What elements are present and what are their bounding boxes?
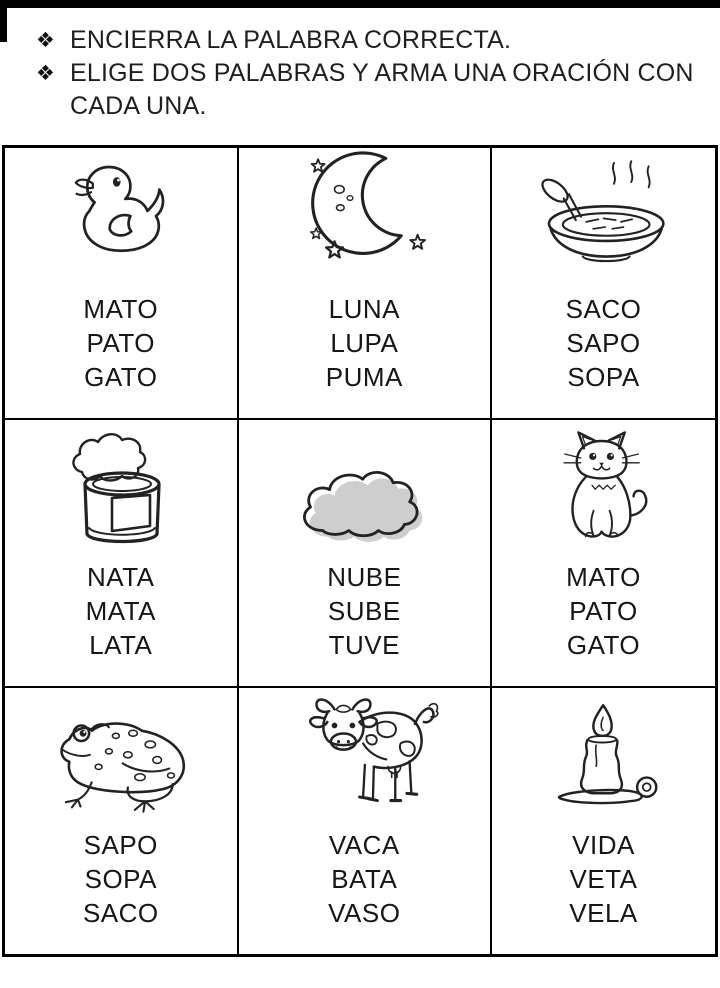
instruction-item: [36, 24, 704, 57]
cell-soup: [492, 148, 715, 420]
soup-bowl-image: [511, 156, 697, 286]
frog-image: [27, 710, 215, 822]
diamond-bullet-icon: ❖: [36, 62, 56, 85]
word-option[interactable]: NUBE: [327, 562, 402, 592]
cell-cow: [239, 688, 492, 954]
word-option[interactable]: VELA: [569, 897, 638, 928]
instructions-block: [36, 24, 704, 123]
word-options: [569, 828, 638, 930]
word-options: [328, 828, 400, 930]
word-option[interactable]: PATO: [569, 596, 638, 626]
word-options: [83, 292, 158, 394]
word-option[interactable]: SACO: [82, 897, 159, 928]
word-option[interactable]: VACA: [328, 829, 400, 860]
word-option[interactable]: NATA: [87, 562, 155, 592]
word-options: [326, 292, 403, 394]
word-options: [86, 560, 156, 662]
word-option[interactable]: PUMA: [325, 362, 403, 393]
instruction-text: ENCIERRA LA PALABRA CORRECTA.: [70, 26, 512, 54]
word-option[interactable]: SACO: [565, 294, 642, 325]
cell-moon: [239, 148, 492, 420]
word-options: [327, 560, 401, 662]
word-options: [566, 560, 641, 662]
word-option[interactable]: SAPO: [83, 829, 158, 860]
cell-can: [5, 420, 239, 688]
cell-cat: [492, 420, 715, 688]
word-option[interactable]: LUPA: [330, 328, 399, 359]
word-option[interactable]: BATA: [331, 863, 398, 894]
cell-candle: [492, 688, 715, 954]
word-option[interactable]: MATA: [85, 596, 156, 626]
diamond-bullet-icon: ❖: [36, 29, 56, 52]
word-choice-grid: [2, 145, 718, 957]
word-option[interactable]: LUNA: [328, 294, 400, 325]
scan-edge-top: [0, 0, 720, 8]
word-option[interactable]: SUBE: [327, 596, 401, 626]
word-option[interactable]: VASO: [328, 897, 401, 928]
candle-image: [529, 700, 679, 822]
word-options: [566, 292, 642, 394]
scan-edge-left: [0, 8, 7, 42]
word-option[interactable]: SOPA: [84, 863, 157, 894]
crescent-moon-image: [289, 148, 439, 286]
cloud-image: [278, 454, 450, 554]
instruction-text: ELIGE DOS PALABRAS Y ARMA UNA ORACIÓN CON CADA UNA.: [70, 59, 694, 120]
word-option[interactable]: TUVE: [328, 630, 400, 660]
word-option[interactable]: MATO: [83, 294, 159, 325]
word-option[interactable]: VETA: [569, 863, 638, 894]
word-option[interactable]: VIDA: [572, 829, 635, 860]
open-tin-can-image: [46, 430, 196, 554]
cell-frog: [5, 688, 239, 954]
word-option[interactable]: SOPA: [567, 362, 640, 393]
word-options: [83, 828, 159, 930]
cow-image: [285, 688, 443, 822]
instruction-item: [36, 57, 704, 123]
rubber-duck-image: [55, 158, 187, 286]
cell-cloud: [239, 420, 492, 688]
word-option[interactable]: GATO: [566, 630, 641, 660]
word-option[interactable]: LATA: [89, 630, 153, 660]
kitten-image: [543, 426, 665, 554]
word-option[interactable]: MATO: [566, 562, 641, 592]
word-option[interactable]: PATO: [86, 328, 156, 359]
cell-duck: [5, 148, 239, 420]
word-option[interactable]: GATO: [84, 362, 158, 393]
word-option[interactable]: SAPO: [566, 328, 641, 359]
